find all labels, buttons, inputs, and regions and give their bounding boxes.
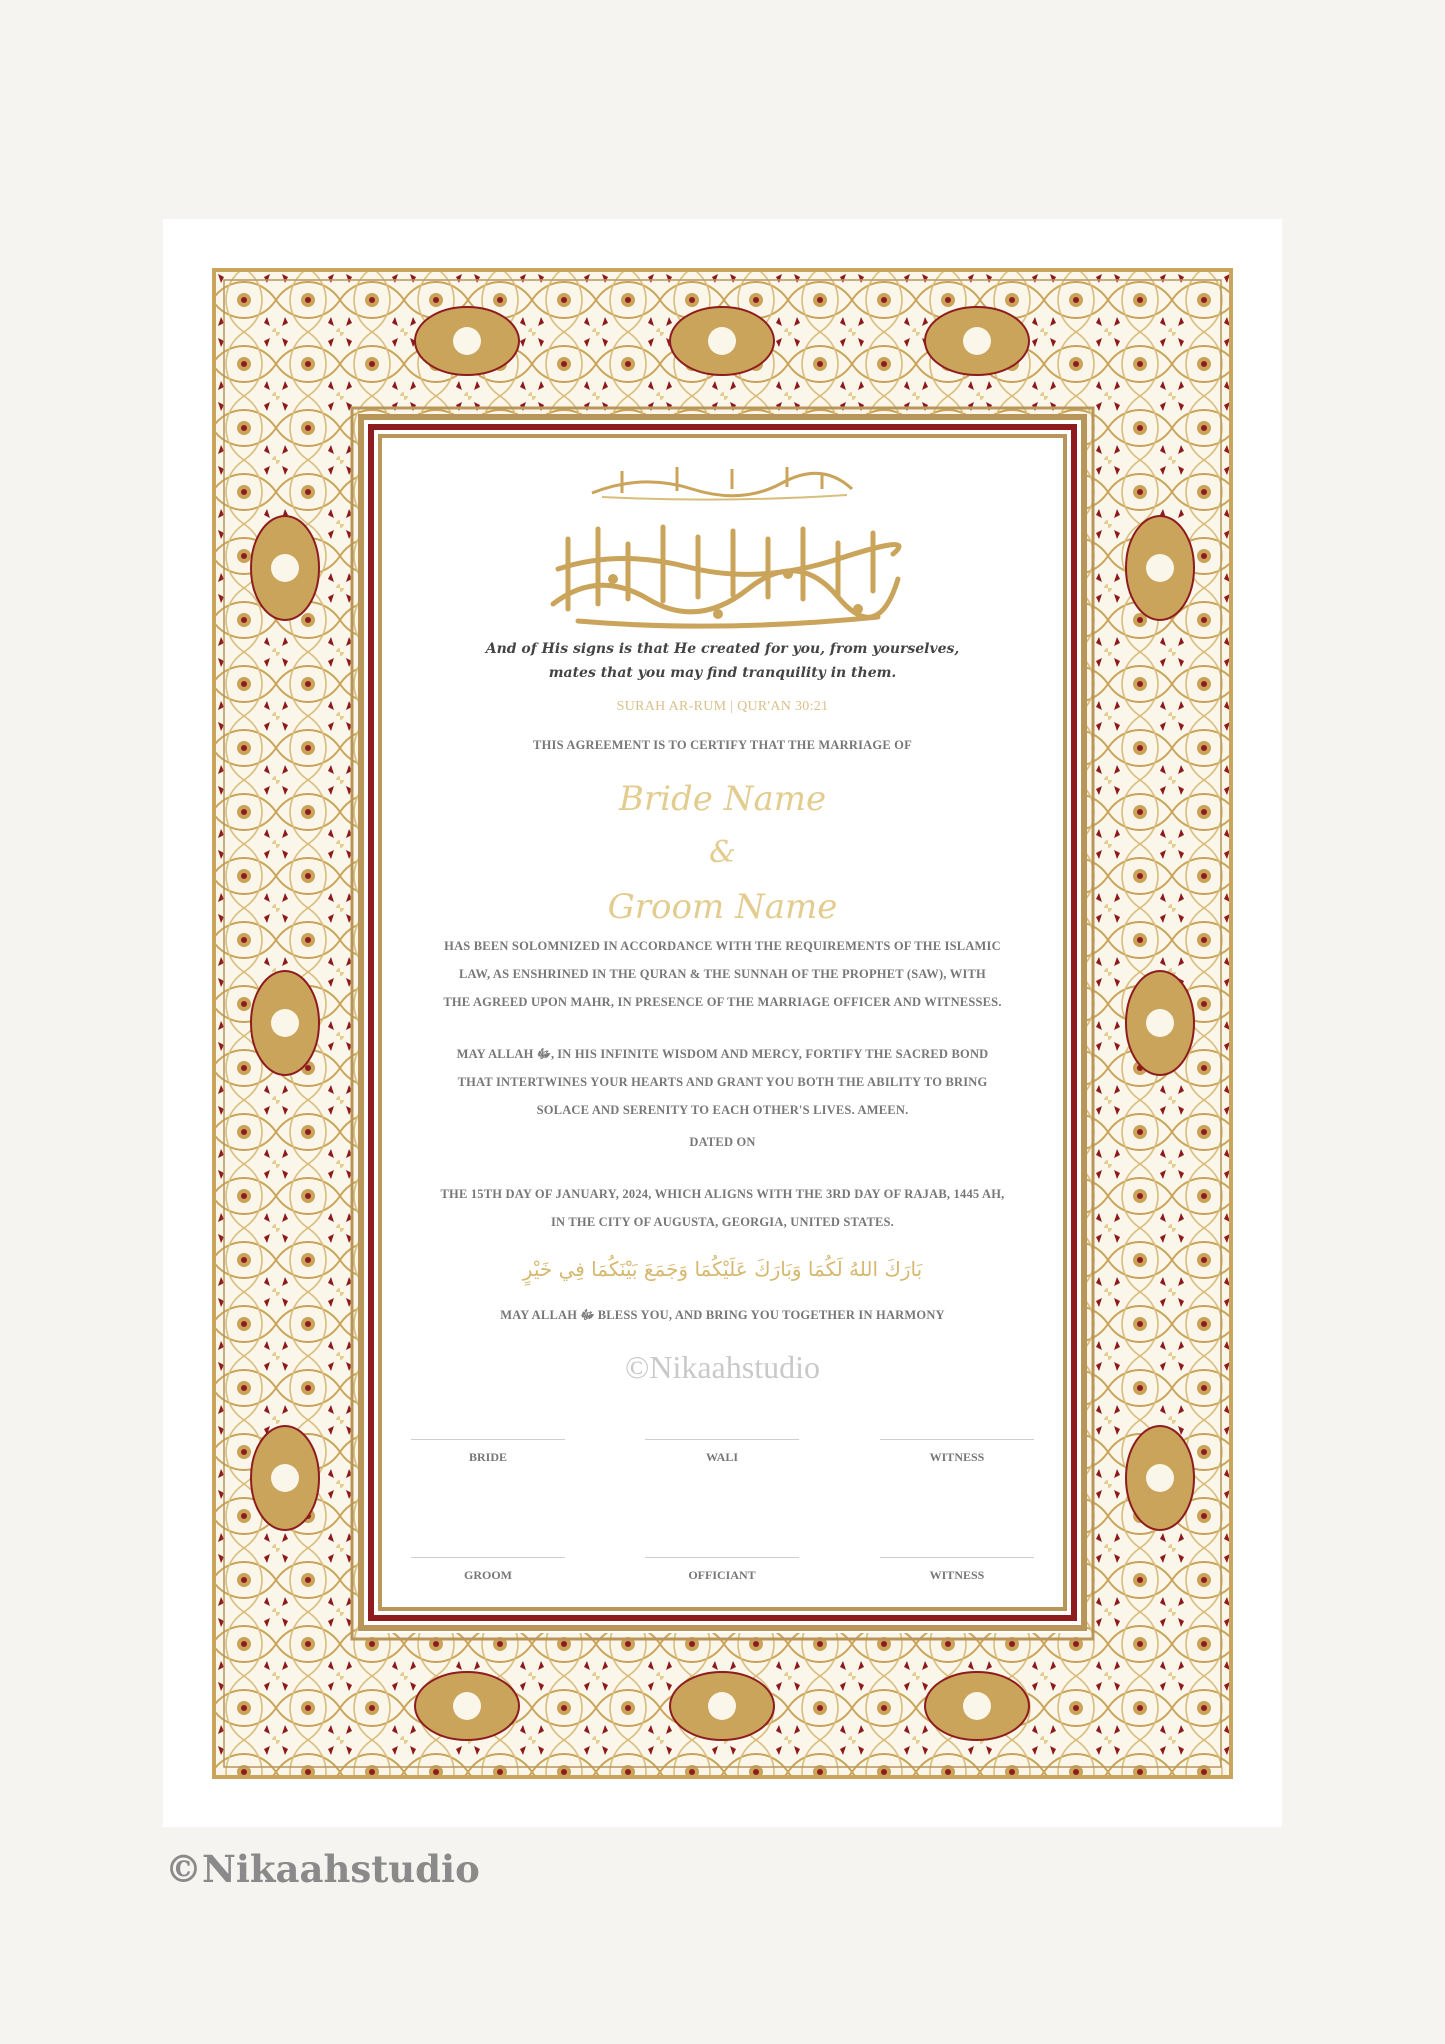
certificate-sheet [163,219,1282,1827]
signature-line [645,1439,799,1450]
watermark: ©Nikaahstudio [625,1349,820,1385]
signature-label: WITNESS [929,1568,985,1582]
signature-groom[interactable] [411,1557,565,1583]
signature-label: GROOM [464,1568,512,1582]
dua-paragraph [401,1040,1044,1124]
paragraph-line: HAS BEEN SOLOMNIZED IN ACCORDANCE WITH THE REQUIREMENTS OF THE ISLAMIC [444,939,1001,953]
intro-text: THIS AGREEMENT IS TO CERTIFY THAT THE MARRIAGE OF [533,738,912,752]
signature-line [411,1557,565,1568]
signature-line [645,1557,799,1568]
signature-witness-1[interactable] [880,1439,1034,1465]
date-paragraph [401,1180,1044,1236]
paragraph-line: MAY ALLAH ﷻ, IN HIS INFINITE WISDOM AND MERCY, FORTIFY THE SACRED BOND [456,1047,989,1061]
date-line: THE 15TH DAY OF JANUARY, 2024, WHICH ALIGNS WITH THE 3RD DAY OF RAJAB, 1445 AH, [440,1187,1005,1201]
arabic-blessing: بَارَكَ اللهُ لَكُمَا وَبَارَكَ عَلَيْكُمَا وَجَمَعَ بَيْنَكُمَا فِي خَيْرٍ [522,1257,923,1281]
bismillah-calligraphy [582,459,862,503]
ayah-calligraphy [538,509,908,629]
paragraph-line: LAW, AS ENSHRINED IN THE QURAN & THE SUNNAH OF THE PROPHET (SAW), WITH [459,967,986,981]
surah-reference: SURAH AR-RUM | QUR'AN 30:21 [616,699,829,714]
signature-line [880,1439,1034,1450]
solemnization-paragraph [401,932,1044,1016]
signature-line [880,1557,1034,1568]
ayah-translation [441,637,1004,685]
blessing-text: MAY ALLAH ﷻ BLESS YOU, AND BRING YOU TOGETHER IN HARMONY [500,1308,945,1322]
groom-name: Groom Name [607,887,838,927]
bride-name: Bride Name [618,779,827,819]
translation-line: And of His signs is that He created for you, from yourselves, [485,641,960,657]
paragraph-line: SOLACE AND SERENITY TO EACH OTHER'S LIVES. AMEEN. [536,1103,909,1117]
certificate-content [381,437,1064,1608]
date-line: IN THE CITY OF AUGUSTA, GEORGIA, UNITED STATES. [550,1215,895,1229]
paragraph-line: THE AGREED UPON MAHR, IN PRESENCE OF THE MARRIAGE OFFICER AND WITNESSES. [443,995,1002,1009]
signature-label: OFFICIANT [688,1568,756,1582]
signature-label: WALI [705,1450,738,1464]
paragraph-line: THAT INTERTWINES YOUR HEARTS AND GRANT YOU BOTH THE ABILITY TO BRING [457,1075,988,1089]
signature-officiant[interactable] [645,1557,799,1583]
footer-watermark: ©Nikaahstudio [165,1847,480,1891]
dated-label: DATED ON [689,1135,756,1149]
signature-bride[interactable] [411,1439,565,1465]
signature-wali[interactable] [645,1439,799,1465]
ampersand: & [709,835,736,870]
translation-line: mates that you may find tranquility in them. [548,665,897,681]
signature-label: WITNESS [929,1450,985,1464]
signature-line [411,1439,565,1450]
signature-label: BRIDE [468,1450,507,1464]
signature-witness-2[interactable] [880,1557,1034,1583]
couple-names [381,772,1064,934]
